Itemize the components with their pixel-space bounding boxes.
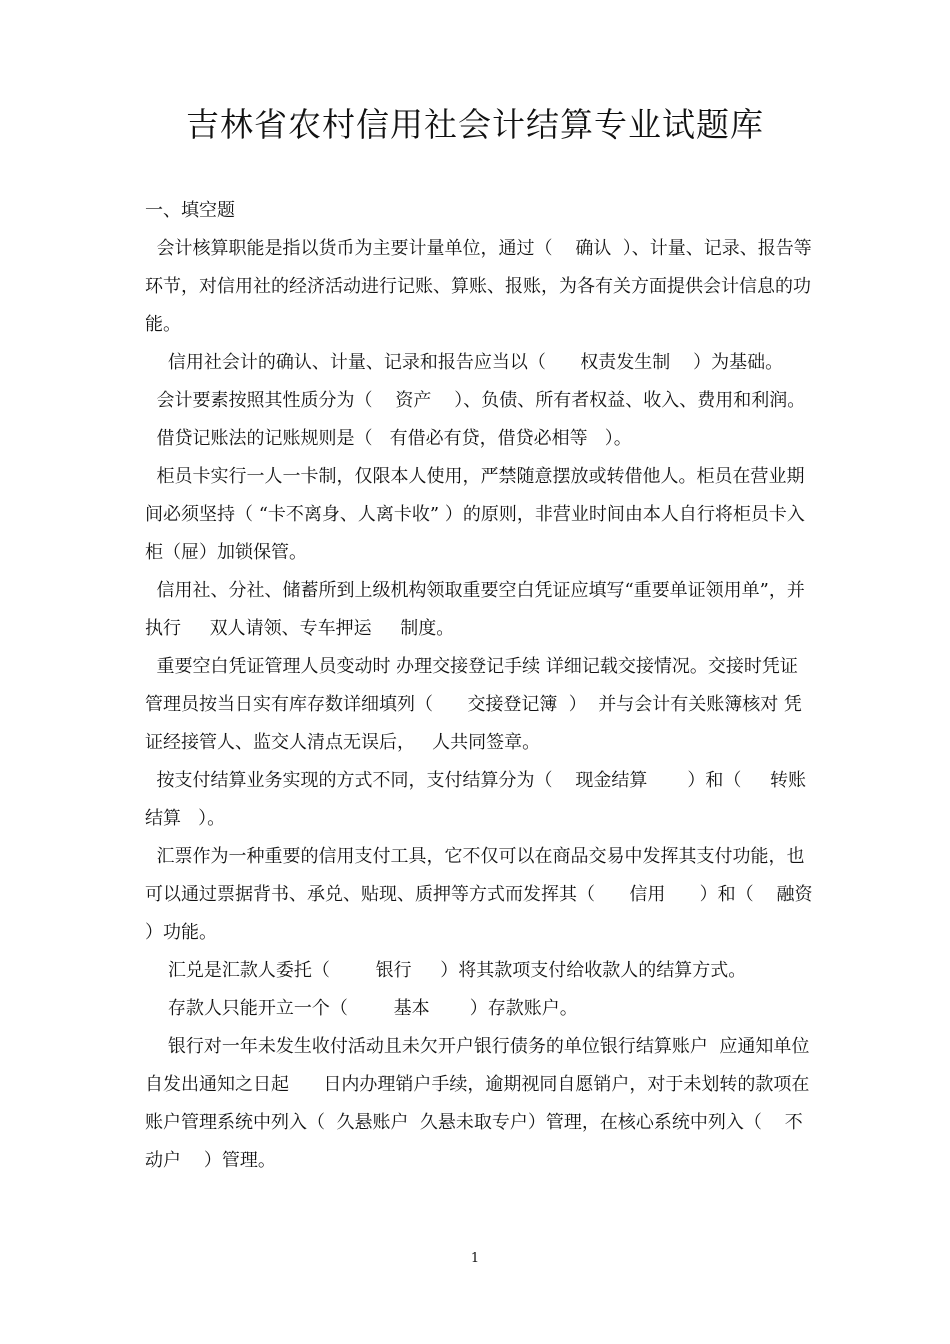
paragraph-basic-account: 存款人只能开立一个（ 基本 ）存款账户。 xyxy=(145,998,578,1019)
paragraph-accrual-basis: 信用社会计的确认、计量、记录和报告应当以（ 权责发生制 ）为基础。 xyxy=(145,352,784,373)
paragraph-teller-card: 柜员卡实行一人一卡制，仅限本人使用，严禁随意摆放或转借他人。柜员在营业期间必须坚持（ “卡不离身、人离卡收” ）的原则，非营业时间由本人自行将柜员卡入柜（屉）加锁保管。 xyxy=(145,466,805,563)
document-body xyxy=(145,192,836,1180)
paragraph-debit-credit-rule: 借贷记账法的记账规则是（ 有借必有贷，借贷必相等 ）。 xyxy=(145,428,632,449)
page-number: 1 xyxy=(470,1251,480,1266)
paragraph-payment-settlement-types: 按支付结算业务实现的方式不同，支付结算分为（ 现金结算 ）和（ 转账结算 ）。 xyxy=(145,770,806,829)
section-heading: 一、填空题 xyxy=(145,200,235,221)
paragraph-remittance: 汇兑是汇款人委托（ 银行 ）将其款项支付给收款人的结算方式。 xyxy=(145,960,747,981)
paragraph-accounting-function: 会计核算职能是指以货币为主要计量单位，通过（ 确认 ）、计量、记录、报告等环节，对信用社的经济活动进行记账、算账、报账，为各有关方面提供会计信息的功能。 xyxy=(145,238,812,335)
document-title: 吉林省农村信用社会计结算专业试题库 xyxy=(186,105,764,144)
paragraph-draft-functions: 汇票作为一种重要的信用支付工具，它不仅可以在商品交易中发挥其支付功能，也可以通过票据背书、承兑、贴现、质押等方式而发挥其（ 信用 ）和（ 融资 ）功能。 xyxy=(145,846,836,943)
paragraph-voucher-handover: 重要空白凭证管理人员变动时 办理交接登记手续 详细记载交接情况。交接时凭证管理员按当日实有库存数详细填列（ 交接登记簿 ） 并与会计有关账簿核对 凭证经接管人、监交人清点无误后， 人共同签章。 xyxy=(145,656,802,753)
paragraph-accounting-elements: 会计要素按照其性质分为（ 资产 ）、负债、所有者权益、收入、费用和利润。 xyxy=(145,390,806,411)
paragraph-dormant-account: 银行对一年未发生收付活动且未欠开户银行债务的单位银行结算账户 应通知单位自发出通知之日起 日内办理销户手续，逾期视同自愿销户，对于未划转的款项在账户管理系统中列入（ 久悬账户 久悬未取专户）管理，在核心系统中列入（ 不动户 ）管理。 xyxy=(145,1036,810,1171)
paragraph-blank-voucher-collection: 信用社、分社、储蓄所到上级机构领取重要空白凭证应填写“重要单证领用单”，并执行 双人请领、专车押运 制度。 xyxy=(145,580,805,639)
